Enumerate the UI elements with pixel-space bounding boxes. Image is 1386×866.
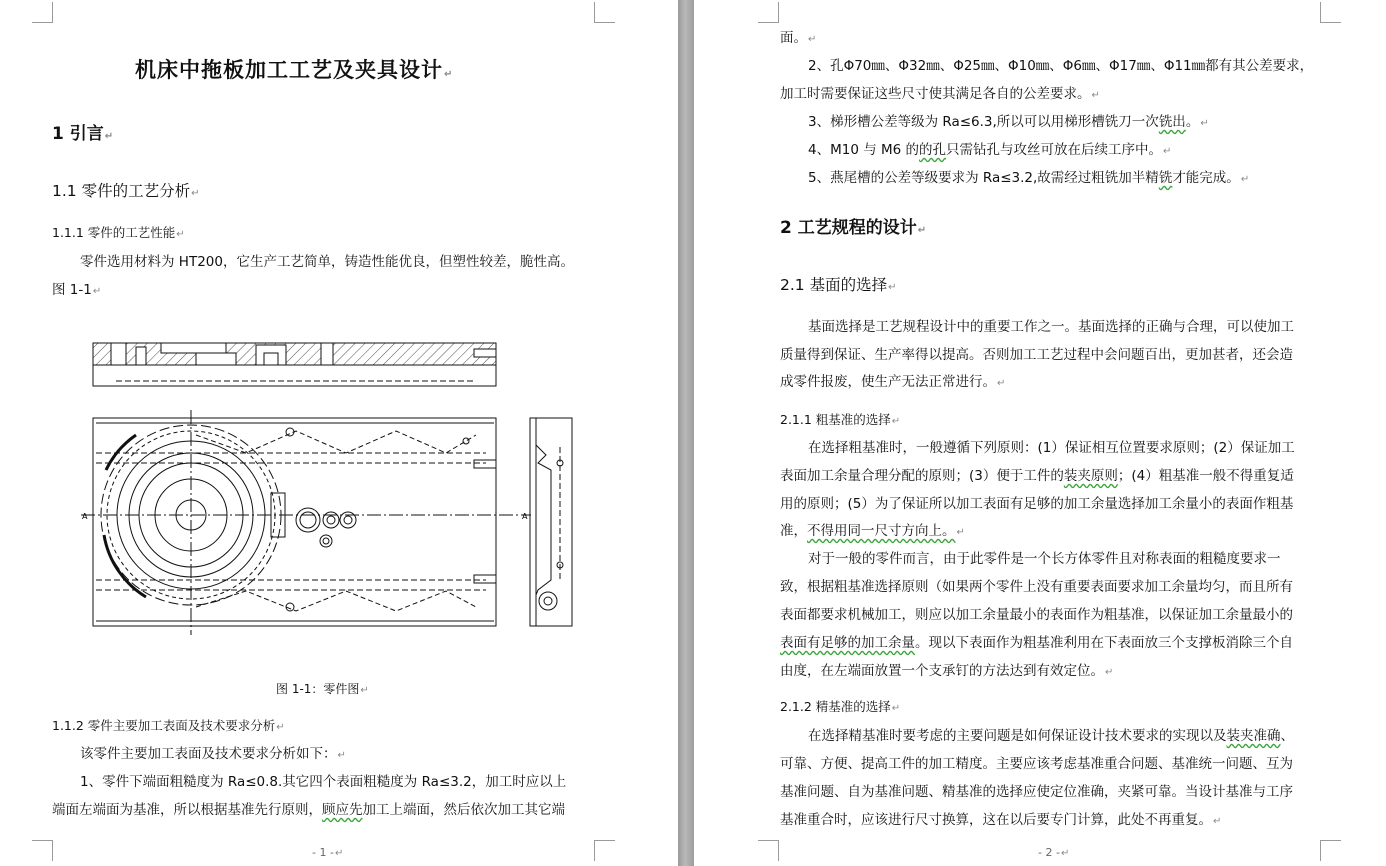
paragraph-rough-line-1: 在选择粗基准时，一般遵循下列原则：(1）保证相互位置要求原则；(2）保证加工 bbox=[808, 440, 1295, 456]
paragraph-rough-line-3: 用的原则；(5）为了保证所以加工表面有足够的加工余量选择加工余量小的表面作粗基 bbox=[780, 496, 1294, 512]
heading-1-1-1: 1.1.1 零件的工艺性能↵ bbox=[52, 225, 185, 240]
paragraph-part-line-5: 由度，在左端面放置一个支承钉的方法达到有效定位。↵ bbox=[780, 663, 1114, 679]
list-item-1-line-1: 1、零件下端面粗糙度为 Ra≤0.8.其它四个表面粗糙度为 Ra≤3.2，加工时应以上 bbox=[80, 774, 567, 790]
document-title: 机床中拖板加工工艺及夹具设计↵ bbox=[135, 58, 454, 82]
heading-2-1-1: 2.1.1 粗基准的选择↵ bbox=[780, 412, 901, 427]
side-view bbox=[530, 418, 572, 626]
paragraph-material: 零件选用材料为 HT200，它生产工艺简单，铸造性能优良，但塑性较差，脆性高。 bbox=[80, 254, 574, 270]
list-item-1-line-2: 端面左端面为基准，所以根据基准先行原则，顾应先加工上端面，然后依次加工其它端 bbox=[52, 802, 565, 818]
spellcheck-mark: 装夹原则 bbox=[1063, 468, 1118, 484]
paragraph-base-line-3: 成零件报废，使生产无法正常进行。↵ bbox=[780, 374, 1006, 390]
margin-corner bbox=[32, 2, 53, 23]
paragraph-fine-line-4: 基准重合时，应该进行尺寸换算，这在以后要专门计算，此处不再重复。↵ bbox=[780, 812, 1222, 828]
paragraph-base-line-1: 基面选择是工艺规程设计中的重要工作之一。基面选择的正确与合理，可以使加工 bbox=[808, 319, 1294, 335]
list-item-5: 5、燕尾槽的公差等级要求为 Ra≤3.2,故需经过粗铣加半精铣才能完成。↵ bbox=[808, 170, 1250, 186]
figure-reference: 图 1-1↵ bbox=[52, 282, 102, 298]
margin-corner bbox=[594, 840, 615, 861]
heading-2-1: 2.1 基面的选择↵ bbox=[780, 276, 897, 294]
paragraph-fine-line-3: 基准问题、自为基准问题、精基准的选择应使定位准确，夹紧可靠。当设计基准与工序 bbox=[780, 784, 1293, 800]
heading-1-1-2: 1.1.2 零件主要加工表面及技术要求分析↵ bbox=[52, 718, 285, 733]
spellcheck-mark: 顾应先 bbox=[322, 802, 363, 818]
spellcheck-mark: 铣 bbox=[1158, 170, 1173, 186]
margin-corner bbox=[32, 840, 53, 861]
page-1 bbox=[0, 0, 678, 866]
paragraph-part-line-3: 表面都要求机械加工，则应以加工余量最小的表面作为粗基准，以保证加工余量最小的 bbox=[780, 607, 1293, 623]
part-drawing bbox=[76, 335, 586, 635]
list-item-2-line-2: 加工时需要保证这些尺寸使其满足各自的公差要求。↵ bbox=[780, 86, 1100, 102]
heading-1-1: 1.1 零件的工艺分析↵ bbox=[52, 182, 200, 200]
list-item-2-line-1: 2、孔Φ70㎜、Φ32㎜、Φ25㎜、Φ10㎜、Φ6㎜、Φ17㎜、Φ11㎜都有其公差要求， bbox=[808, 58, 1314, 74]
paragraph-rough-line-2: 表面加工余量合理分配的原则；(3）便于工件的装夹原则；(4）粗基准一般不得重复适 bbox=[780, 468, 1294, 484]
spellcheck-mark: 铣出 bbox=[1158, 114, 1186, 130]
page-number-1: - 1 -↵ bbox=[312, 846, 344, 859]
spellcheck-mark: 表面有足够的加工余量 bbox=[780, 635, 915, 651]
figure-caption: 图 1-1：零件图↵ bbox=[276, 682, 369, 696]
spellcheck-mark: 的孔 bbox=[919, 142, 947, 158]
paragraph-rough-line-4: 准，不得用同一尺寸方向上。↵ bbox=[780, 523, 965, 539]
page-number-2: - 2 -↵ bbox=[1038, 846, 1070, 859]
page-2 bbox=[694, 0, 1386, 866]
heading-2: 2 工艺规程的设计↵ bbox=[780, 218, 927, 238]
section-label-left: A bbox=[82, 512, 88, 521]
paragraph-analysis-intro: 该零件主要加工表面及技术要求分析如下：↵ bbox=[80, 746, 346, 762]
plan-view bbox=[81, 410, 531, 635]
paragraph-fine-line-2: 可靠、方便、提高工件的加工精度。主要应该考虑基准重合问题、基准统一问题、互为 bbox=[780, 756, 1293, 772]
margin-corner bbox=[758, 840, 779, 861]
paragraph-part-line-1: 对于一般的零件而言，由于此零件是一个长方体零件且对称表面的粗糙度要求一 bbox=[808, 551, 1281, 567]
page-gap bbox=[678, 0, 694, 866]
paragraph-part-line-2: 致，根据粗基准选择原则（如果两个零件上没有重要表面要求加工余量均匀，而且所有 bbox=[780, 579, 1293, 595]
list-item-3: 3、梯形槽公差等级为 Ra≤6.3,所以可以用梯形槽铣刀一次铣出。↵ bbox=[808, 114, 1209, 130]
paragraph-part-line-4: 表面有足够的加工余量。现以下表面作为粗基准利用在下表面放三个支撑板消除三个自 bbox=[780, 635, 1293, 651]
margin-corner bbox=[758, 2, 779, 23]
section-view bbox=[93, 343, 496, 386]
list-item-4: 4、M10 与 M6 的的孔只需钻孔与攻丝可放在后续工序中。↵ bbox=[808, 142, 1172, 158]
spellcheck-mark: 不得用同一尺寸方向上。 bbox=[807, 523, 956, 539]
spellcheck-mark: 装夹准确 bbox=[1226, 728, 1281, 744]
paragraph-base-line-2: 质量得到保证、生产率得以提高。否则加工工艺过程中会问题百出，更加甚者，还会造 bbox=[780, 347, 1293, 363]
list-item-1-end: 面。↵ bbox=[780, 30, 817, 46]
section-label-right: A bbox=[522, 512, 528, 521]
margin-corner bbox=[1320, 2, 1341, 23]
heading-1: 1 引言↵ bbox=[52, 124, 114, 144]
paragraph-fine-line-1: 在选择精基准时要考虑的主要问题是如何保证设计技术要求的实现以及装夹准确、 bbox=[808, 728, 1294, 744]
heading-2-1-2: 2.1.2 精基准的选择↵ bbox=[780, 699, 901, 714]
margin-corner bbox=[1320, 840, 1341, 861]
margin-corner bbox=[594, 2, 615, 23]
